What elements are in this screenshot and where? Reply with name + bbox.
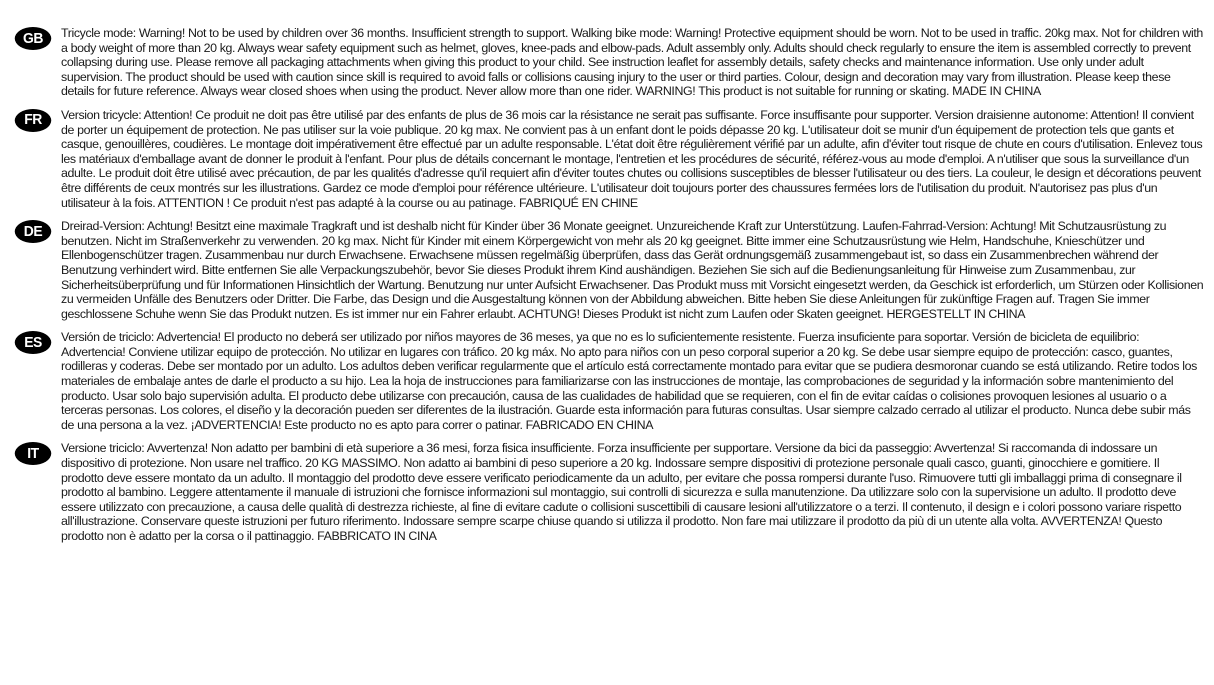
fr-language-badge-icon: FR [15, 109, 51, 132]
de-language-badge-icon: DE [15, 220, 51, 243]
warning-text-it: Versione triciclo: Avvertenza! Non adatto per bambini di età superiore a 36 mesi, forza fisica insufficiente. Forza insufficiente per supportare. Versione da bici da passeggio: Avvertenza! Si raccomanda di indossare un dispositivo di protezione. Non usare nel traffico. 20 KG MASSIMO. Non adatto ai bambini di peso superiore a 20 kg. Indossare sempre dispositivi di protezione personale quali casco, guanti, ginocchiere e gomitiere. Il prodotto deve essere montato da un adulto. Il montaggio del prodotto deve essere verificato periodicamente da un adulto, per evitare che possa rompersi durante l'uso. Rimuovere tutti gli imballaggi prima di consegnare il prodotto al bambino. Leggere attentamente il manuale di istruzioni che fornisce informazioni sul montaggio, sui controlli di sicurezza e sulla manutenzione. Da utilizzare solo con la supervisione un adulto. Il prodotto deve essere utilizzato con precauzione, a causa delle qualità di destrezza richieste, al fine di evitare cadute o collisioni suscettibili di causare lesioni all'utilizzatore o a terzi. Il contenuto, il design e i colori possono variare rispetto all'illustrazione. Conservare queste istruzioni per futuro riferimento. Indossare sempre scarpe chiuse quando si utilizza il prodotto. Non fare mai utilizzare il prodotto da più di un utente alla volta. AVVERTENZA! Questo prodotto non è adatto per la corsa o il pattinaggio. FABBRICATO IN CINA [61, 441, 1182, 543]
warning-section-gb [14, 26, 1204, 99]
warning-section-it [14, 441, 1204, 543]
warning-section-es [14, 330, 1204, 432]
warning-text-fr: Version tricycle: Attention! Ce produit ne doit pas être utilisé par des enfants de plus de 36 mois car la résistance ne serait pas suffisante. Force insuffisante pour supporter. Version draisienne autonome: Attention! Il convient de porter un équipement de protection. Ne pas utiliser sur la voie publique. 20 kg max. Ne convient pas à un enfant dont le poids dépasse 20 kg. L'utilisateur doit se munir d'un équipement de protection tels que gants et casque, genouillères, coudières. Le montage doit impérativement être effectué par un adulte responsable. L'état doit être régulièrement vérifié par un adulte, afin d'éviter tout risque de chute en cours d'utilisation. Enlevez tous les matériaux d'emballage avant de donner le produit à l'enfant. Pour plus de détails concernant le montage, l'entretien et les procédures de sécurité, référez-vous au mode d'emploi. A n'utiliser que sous la surveillance d'un adulte. Le produit doit être utilisé avec précaution, de par les qualités d'adresse qu'il requiert afin d'éviter toutes chutes ou collisions susceptibles de blesser l'utilisateur ou des tiers. La couleur, le design et décorations peuvent être différents de ceux montrés sur les illustrations. Gardez ce mode d'emploi pour référence ultérieure. L'utilisateur doit toujours porter des chaussures fermées lors de l'utilisation du produit. N'autorisez pas plus d'un utilisateur à la fois. ATTENTION ! Ce produit n'est pas adapté à la course ou au patinage. FABRIQUÉ EN CHINE [61, 107, 1203, 210]
warning-section-de [14, 219, 1204, 321]
warning-text-es: Versión de triciclo: Advertencia! El producto no deberá ser utilizado por niños mayores de 36 meses, ya que no es lo suficientemente resistente. Fuerza insuficiente para soportar. Versión de bicicleta de equilibrio: Advertencia! Conviene utilizar equipo de protección. No utilizar en lugares con tráfico. 20 kg máx. No apto para niños con un peso corporal superior a 20 kg. Se debe usar siempre equipo de protección: casco, guantes, rodilleras y coderas. Debe ser montado por un adulto. Los adultos deben verificar regularmente que el artículo está correctamente montado para evitar que se pudiera desmoronar cuando se está utilizando. Retire todos los materiales de embalaje antes de darle el producto a su hijo. Lea la hoja de instrucciones para familiarizarse con las instrucciones de montaje, las comprobaciones de seguridad y la información sobre mantenimiento del producto. Usar solo bajo supervisión adulta. El producto debe utilizarse con precaución, causa de las cualidades de habilidad que se requieren, con el fin de evitar caídas o colisiones provoquen lesiones al usuario o a terceras personas. Los colores, el diseño y la decoración pueden ser diferentes de la ilustración. Guarde esta información para futuras consultas. Usar siempre calzado cerrado al utilizar el producto. Nunca debe subir más de una persona a la vez. ¡ADVERTENCIA! Este producto no es apto para correr o patinar. FABRICADO EN CHINA [61, 330, 1197, 432]
gb-language-badge-icon: GB [15, 27, 51, 50]
warning-text-de: Dreirad-Version: Achtung! Besitzt eine maximale Tragkraft und ist deshalb nicht für Kinder über 36 Monate geeignet. Unzureichende Kraft zur Unterstützung. Laufen-Fahrrad-Version: Achtung! Mit Schutzausrüstung zu benutzen. Nicht im Straßenverkehr zu verwenden. 20 kg max. Nicht für Kinder mit einem Körpergewicht von mehr als 20 kg geeignet. Bitte immer eine Schutzausrüstung wie Helm, Handschuhe, Knieschützer und Ellenbogenschützer tragen. Zusammenbau nur durch Erwachsene. Erwachsene müssen regelmäßig überprüfen, dass das Gerät ordnungsgemäß zusammengebaut ist, so dass ein Zusammenbrechen während der Benutzung verhindert wird. Bitte entfernen Sie alle Verpackungszubehör, bevor Sie dieses Produkt ihrem Kind aushändigen. Beziehen Sie sich auf die Bedienungsanleitung für Hinweise zum Zusammenbau, zur Sicherheitsüberprüfung und für Informationen Hinsichtlich der Wartung. Benutzung nur unter Aufsicht Erwachsener. Das Produkt muss mit Vorsicht eingesetzt werden, da Geschick ist erforderlich, um Stürzen oder Kollisionen zu vermeiden Unfälle des Benutzers oder Dritter. Die Farbe, das Design und die Ausgestaltung können von der Abbildung abweichen. Bitte heben Sie diese Anleitungen für zukünftige Fragen auf. Tragen Sie immer geschlossene Schuhe wenn Sie das Produkt nutzen. Es ist immer nur ein Fahrer erlaubt. ACHTUNG! Dieses Produkt ist nicht zum Laufen oder Skaten geeignet. HERGESTELLT IN CHINA [61, 219, 1204, 321]
es-language-badge-icon: ES [15, 331, 51, 354]
warning-section-fr [14, 108, 1204, 210]
warning-text-gb: Tricycle mode: Warning! Not to be used by children over 36 months. Insufficient strength to support. Walking bike mode: Warning! Protective equipment should be worn. Not to be used in traffic. 20kg max. Not for children with a body weight of more than 20 kg. Always wear safety equipment such as helmet, gloves, knee-pads and elbow-pads. Adult assembly only. Adults should check regularly to ensure the item is assembled correctly to prevent collapsing during use. Please remove all packaging attachments when giving this product to your child. See instruction leaflet for assembly details, safety checks and maintenance information. Use only under adult supervision. The product should be used with caution since skill is required to avoid falls or collisions causing injury to the user or third parties. Colour, design and decoration may vary from illustration. Please keep these details for future reference. Always wear closed shoes when using the product. Never allow more than one rider. WARNING! This product is not suitable for running or skating. MADE IN CHINA [61, 26, 1203, 99]
it-language-badge-icon: IT [15, 442, 51, 465]
